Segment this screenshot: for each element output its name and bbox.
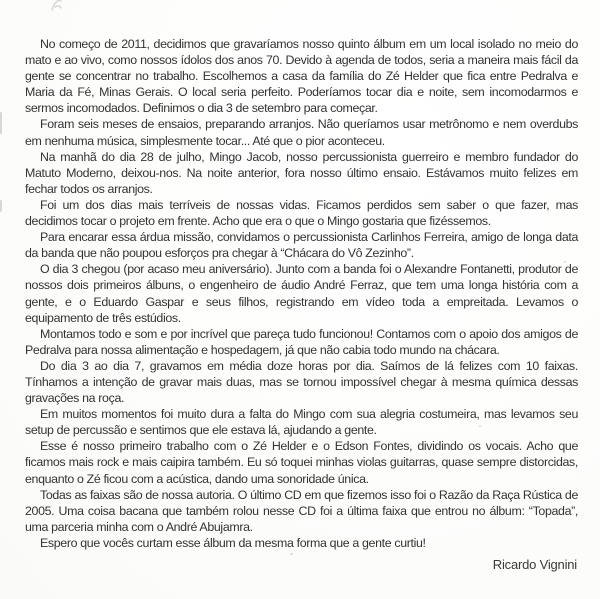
liner-notes-text xyxy=(25,36,578,551)
paragraph-missing-mingo: Em muitos momentos foi muito dura a falta do Mingo com sua alegria costumeira, mas levamos seu setup de percussão e sentimos que ele estava lá, ajudando a gente. xyxy=(25,407,578,438)
paragraph-mingo-jacob: Na manhã do dia 28 de julho, Mingo Jacob, nosso percussionista guerreiro e membro fundador do Matuto Moderno, deixou-nos. Na noite anterior, fora nosso último ensaio. Estávamos muito felizes em fechar todos os arranjos. xyxy=(25,149,578,196)
paragraph-closing-wish: Espero que vocês curtam esse álbum da mesma forma que a gente curtiu! xyxy=(40,535,426,550)
paragraph-worst-days: Foi um dos dias mais terríveis de nossas vidas. Ficamos perdidos sem saber o que fazer, mas decidimos tocar o projeto em frente. Acho que era o que o Mingo gostaria que fizéssemos. xyxy=(25,197,578,229)
scan-smudge-artifact xyxy=(46,0,66,12)
paragraph-intro-recording-plan: No começo de 2011, decidimos que gravaríamos nosso quinto álbum em um local isolado no meio do mato e ao vivo, como nossos ídolos dos anos 70. Devido à agenda de todos, seria a maneira mais fácil da gente se concentrar no trabalho. Escolhemos a casa da família do Zé Helder que fica entre Pedralva e Maria da Fé, Minas Gerais. O local seria perfeito. Poderíamos tocar dia e noite, sem incomodarmos e sermos incomodados. Definimos o dia 3 de setembro para começar. xyxy=(25,37,578,116)
paragraph-setup-worked: Montamos todo e som e por incrível que pareça tudo funcionou! Contamos com o apoio dos amigos de Pedralva para nossa alimentação e hospedagem, já que não cabia todo mundo na chácara. xyxy=(25,326,578,357)
dust-speck xyxy=(290,553,293,555)
author-signature: Ricardo Vignini xyxy=(492,557,577,572)
scan-edge-artifact xyxy=(0,200,2,212)
paragraph-vocals-guitars: Esse é nosso primeiro trabalho com o Zé Helder e o Edson Fontes, dividindo os vocais. Acho que ficamos mais rock e mais caipira também. Eu só toquei minhas violas guitarras, quase sempre distorcidas, enquanto o Zé ficou com a acústica, dando uma sonoridade única. xyxy=(25,439,578,486)
paragraph-own-tracks-topada: Todas as faixas são de nossa autoria. O último CD em que fizemos isso foi o Razão da Raça Rústica de 2005. Uma coisa bacana que também rolou nesse CD foi a última faixa que entrou no álbum: “Topada”, uma parceria minha com o André Abujamra. xyxy=(25,487,578,534)
paragraph-carlinhos-ferreira: Para encarar essa árdua missão, convidamos o percussionista Carlinhos Ferreira, amigo de longa data da banda que não poupou esforços pra chegar à “Chácara do Vô Zezinho”. xyxy=(25,230,578,261)
scan-edge-artifact xyxy=(0,112,2,134)
paragraph-day-three-crew: O dia 3 chegou (por acaso meu aniversário). Junto com a banda foi o Alexandre Fontanetti, produtor de nossos dois primeiros álbuns, o engenheiro de áudio André Ferraz, que tem uma longa história com a gente, e o Eduardo Gaspar e seus filhos, registrando em vídeo toda a empreitada. Levamos o equipamento de três estúdios. xyxy=(25,262,578,325)
paragraph-recording-days: Do dia 3 ao dia 7, gravamos em média doze horas por dia. Saímos de lá felizes com 10 faixas. Tínhamos a intenção de gravar mais duas, mas se tornou impossível chegar à mesma química dessas gravações na roça. xyxy=(25,358,578,406)
paragraph-rehearsals: Foram seis meses de ensaios, preparando arranjos. Não queríamos usar metrônomo e nem overdubs em nenhuma música, simplesmente tocar... Até que o pior aconteceu. xyxy=(25,117,578,148)
